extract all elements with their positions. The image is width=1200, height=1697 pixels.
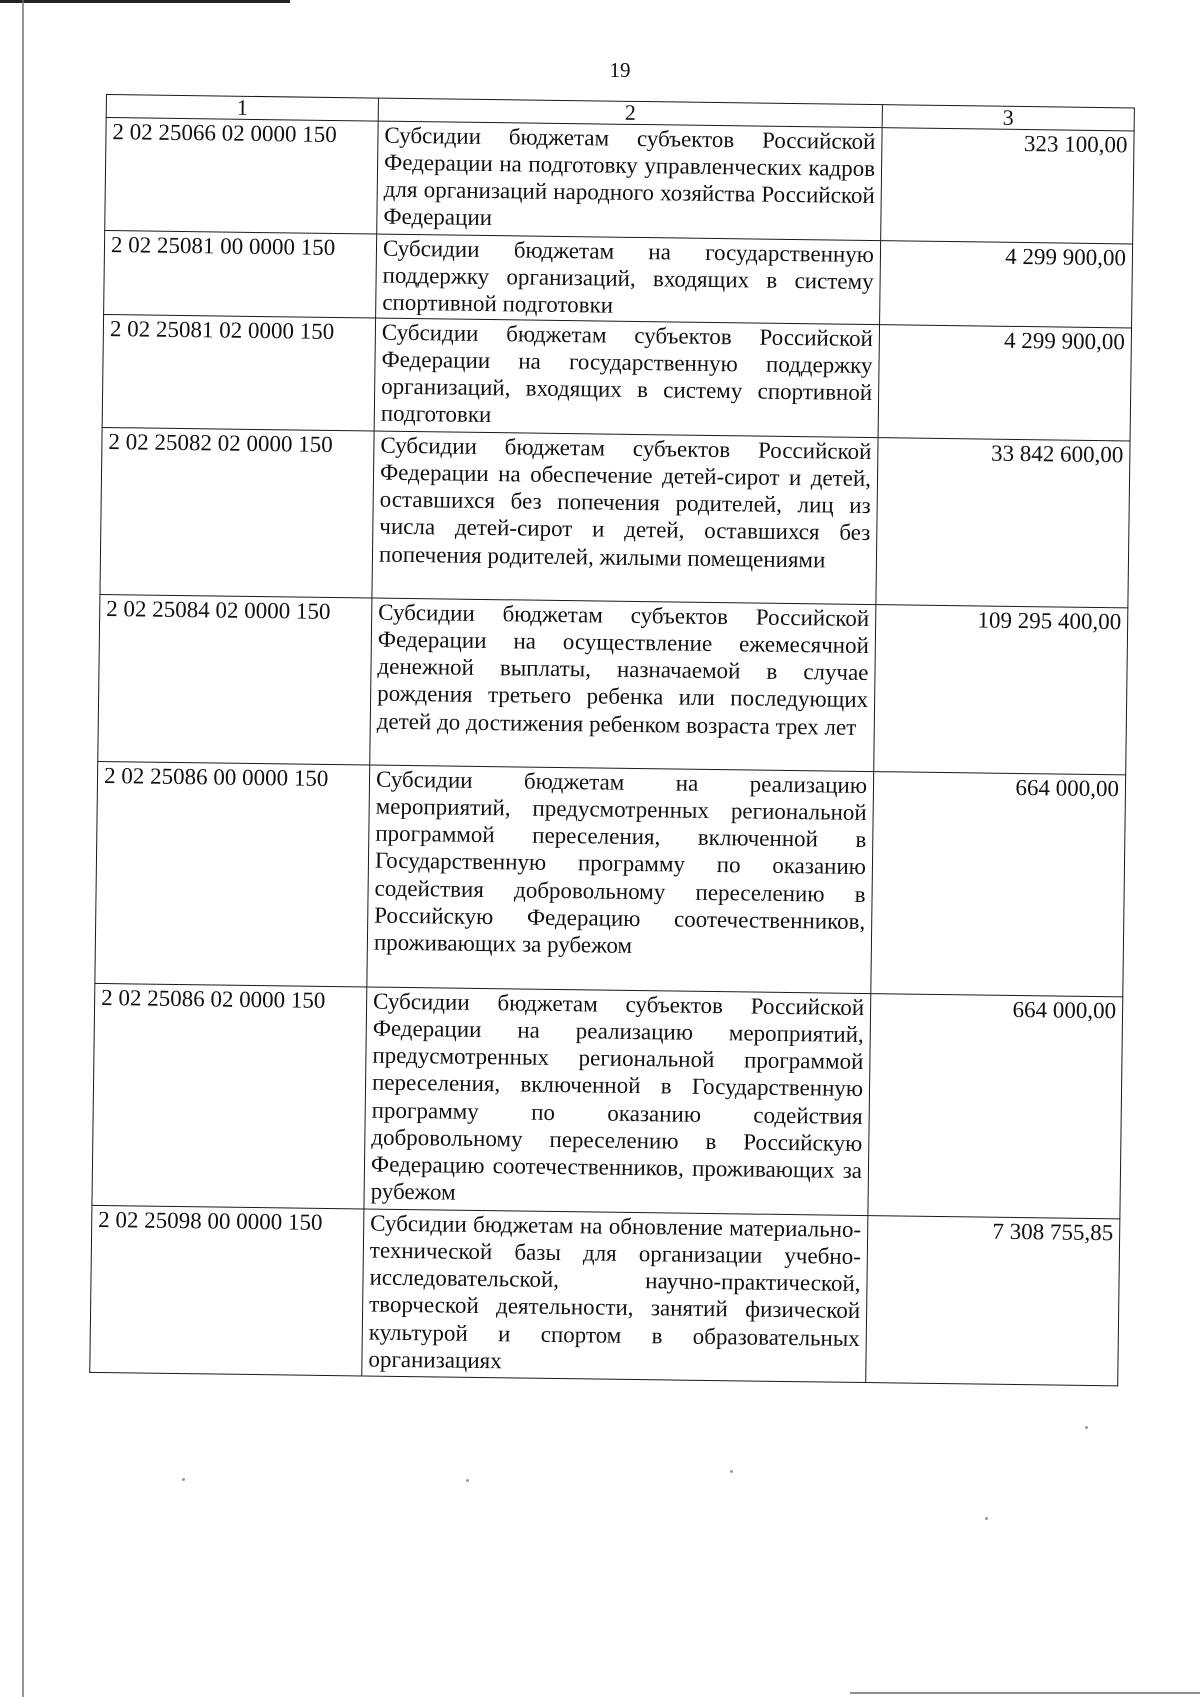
table-row [98, 594, 1128, 774]
description-cell: Субсидии бюджетам субъектов Российской Федерации на осуществление ежемесячной денежной выплаты, назначаемой в случае рождения третьего ребенка или последующих детей до достижения ребенком возраста трех лет [370, 598, 876, 772]
amount-cell: 664 000,00 [868, 994, 1123, 1219]
header-cell-description: 2 [378, 98, 882, 128]
amount-cell: 109 295 400,00 [874, 605, 1128, 775]
code-cell: 2 02 25066 02 0000 150 [105, 118, 378, 235]
amount-cell: 7 308 755,85 [866, 1216, 1120, 1386]
amount-cell: 33 842 600,00 [876, 438, 1130, 608]
budget-table [89, 94, 1135, 1386]
scan-edge-top-line [0, 0, 290, 3]
scan-speck [182, 1478, 185, 1481]
description-cell: Субсидии бюджетам субъектов Российской Федерации на подготовку управленческих кадров для организаций народного хозяйства Российской Федерации [377, 121, 882, 241]
table-row [105, 118, 1134, 244]
scan-edge-left-line [22, 0, 24, 1697]
scan-speck [985, 1517, 988, 1520]
table-row [90, 1205, 1120, 1385]
description-cell: Субсидии бюджетам субъектов Российской Федерации на государственную поддержку организаций, входящих в систему спортивной подготовки [374, 318, 879, 438]
table-row [104, 230, 1133, 327]
amount-cell: 4 299 900,00 [878, 325, 1131, 441]
scan-speck [466, 1479, 469, 1482]
code-cell: 2 02 25084 02 0000 150 [98, 594, 372, 765]
code-cell: 2 02 25086 02 0000 150 [92, 983, 367, 1209]
scan-speck [730, 1470, 733, 1473]
code-cell: 2 02 25082 02 0000 150 [100, 427, 374, 598]
description-cell: Субсидии бюджетам на обновление материально-технической базы для организации учебно-исследовательской, научно-практической, творческой деятельности, занятий физической культурой и спортом в образовательных организациях [362, 1209, 868, 1383]
header-cell-code: 1 [106, 95, 378, 122]
header-cell-amount: 3 [882, 105, 1134, 131]
table-row [102, 314, 1131, 440]
amount-cell: 323 100,00 [881, 128, 1134, 244]
amount-cell: 664 000,00 [871, 772, 1126, 997]
code-cell: 2 02 25098 00 0000 150 [90, 1205, 364, 1376]
code-cell: 2 02 25081 02 0000 150 [102, 314, 375, 431]
scan-speck [1085, 1426, 1088, 1429]
table-row [95, 761, 1126, 996]
code-cell: 2 02 25086 00 0000 150 [95, 761, 370, 987]
table-container [89, 94, 1134, 1386]
amount-cell: 4 299 900,00 [880, 241, 1133, 328]
description-cell: Субсидии бюджетам субъектов Российской Федерации на реализацию мероприятий, предусмотренных региональной программой переселения, включенной в Государственную программу по оказанию содействия добровольному переселению в Российскую Федерацию соотечественников, проживающих за рубежом [364, 987, 871, 1216]
description-cell: Субсидии бюджетам субъектов Российской Федерации на обеспечение детей-сирот и детей, оставшихся без попечения родителей, лиц из числа детей-сирот и детей, оставшихся без попечения родителей, жилыми помещениями [372, 431, 878, 605]
page-number: 19 [609, 58, 631, 82]
description-cell: Субсидии бюджетам на государственную поддержку организаций, входящих в систему спортивной подготовки [376, 234, 881, 325]
table-row [92, 983, 1123, 1218]
table-row [100, 427, 1130, 607]
description-cell: Субсидии бюджетам на реализацию мероприятий, предусмотренных региональной программой переселения, включенной в Государственную программу по оказанию содействия добровольному переселению в Российскую Федерацию соотечественников, проживающих за рубежом [367, 765, 874, 994]
scan-edge-bottom-line [850, 1692, 1200, 1694]
code-cell: 2 02 25081 00 0000 150 [104, 230, 377, 318]
